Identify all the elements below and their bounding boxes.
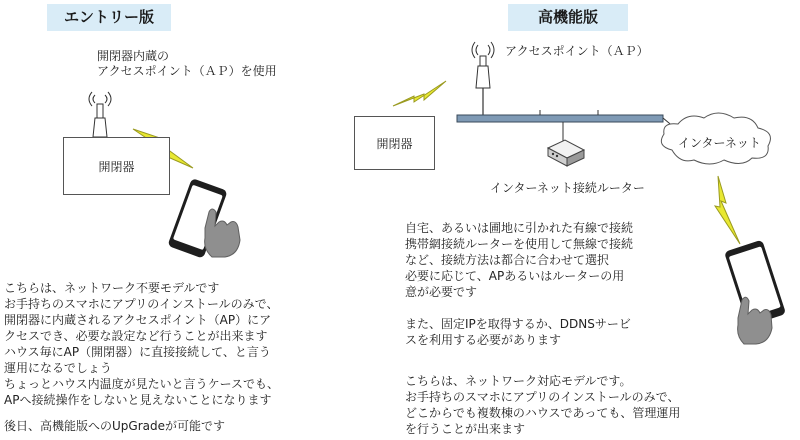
entry-ap-note-line-2: アクセスポイント（ＡＰ）を使用: [97, 64, 277, 78]
entry-desc-line: 開閉器に内蔵されるアクセスポイント（AP）にア: [4, 313, 272, 327]
entry-version-title: エントリー版: [47, 4, 171, 31]
router-label: インターネット接続ルーター: [490, 181, 645, 195]
pro-description-ip: [405, 316, 631, 348]
pro-desc1-line: 必要に応じて、APあるいはルーターの用: [405, 269, 625, 283]
network-bus-bar: [457, 115, 663, 122]
pro-version-title: 高機能版: [508, 4, 628, 31]
pro-description-model: [405, 373, 680, 437]
entry-desc-line: 運用になるでしょう: [4, 361, 112, 375]
entry-switch-box-label: 開閉器: [98, 159, 135, 174]
entry-desc-line: ちょっとハウス内温度が見たいと言うケースでも、: [4, 377, 280, 391]
entry-switch-box: [63, 137, 170, 195]
entry-desc-line: お手持ちのスマホにアプリのインストールのみで、: [4, 297, 279, 311]
pro-desc1-line: 自宅、あるいは圃地に引かれた有線で接続: [405, 221, 634, 235]
pro-switch-box: [354, 116, 435, 170]
entry-desc-line: クセスでき、必要な設定など行うことが出来ます: [4, 329, 268, 343]
entry-desc-line: こちらは、ネットワーク不要モデルです: [4, 281, 220, 295]
pro-ap-label: アクセスポイント（ＡＰ）: [505, 44, 649, 58]
pro-desc1-line: 携帯網接続ルーターを使用して無線で接続: [405, 237, 634, 251]
pro-desc3-line: お手持ちのスマホにアプリのインストールのみで、: [405, 390, 680, 404]
entry-upgrade-line: 後日、高機能版へのUpGradeが可能です: [4, 419, 225, 433]
pro-desc2-line: また、固定IPを取得するか、DDNSサービ: [405, 317, 631, 331]
entry-antenna-icon: [89, 92, 111, 137]
internet-label: インターネット: [678, 136, 761, 150]
entry-ap-note: [97, 49, 277, 79]
pro-internet-bolt-icon: [715, 176, 740, 244]
pro-desc1-line: など、接続方法は都合に合わせて選択: [405, 253, 610, 267]
pro-smartphone-hand-icon: [724, 240, 786, 344]
entry-desc-line: ハウス毎にAP（開閉器）に直接接続して、と言う: [4, 345, 271, 359]
entry-desc-line: APへ接続操作をしないと見えないことになります: [4, 393, 272, 407]
pro-desc3-line: こちらは、ネットワーク対応モデルです。: [405, 374, 632, 388]
pro-desc3-line: を行うことが出来ます: [405, 422, 526, 436]
pro-desc1-line: 意が必要です: [405, 285, 478, 299]
pro-switch-box-label: 開閉器: [376, 136, 413, 151]
entry-smartphone-hand-icon: [167, 178, 240, 259]
pro-antenna-icon: [472, 42, 494, 88]
entry-upgrade-note: [4, 418, 225, 434]
entry-description: [4, 280, 279, 408]
pro-desc2-line: スを利用する必要があります: [405, 333, 562, 347]
pro-ap-bolt-icon: [393, 81, 446, 106]
router-icon: [548, 140, 584, 166]
entry-ap-note-line-1: 開閉器内蔵の: [97, 49, 170, 63]
pro-desc3-line: どこからでも複数棟のハウスであっても、管理運用: [405, 406, 681, 420]
pro-description-connection: [405, 220, 633, 300]
